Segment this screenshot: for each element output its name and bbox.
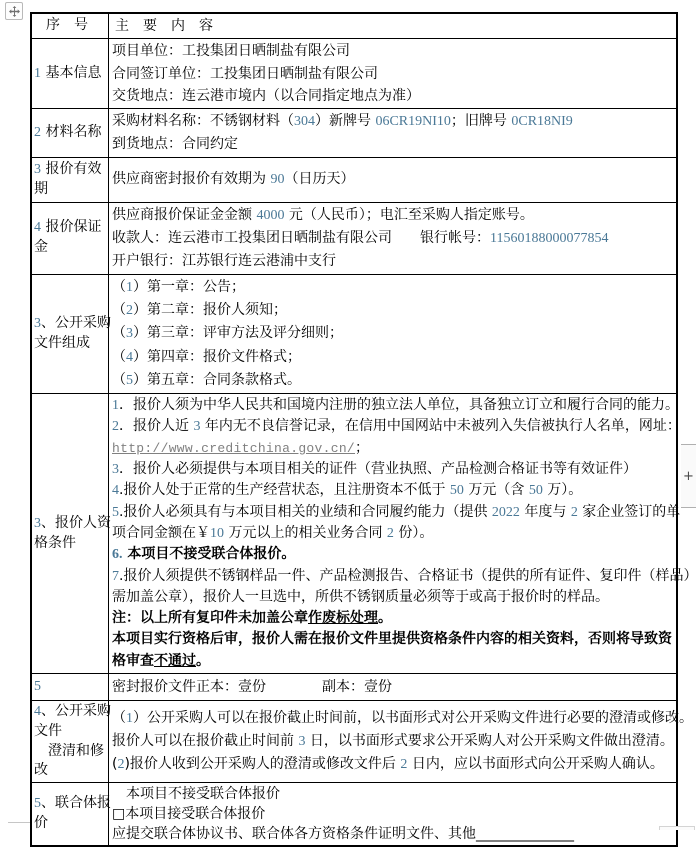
text-segment: )报价人收到公开采购人的澄清或修改文件后 xyxy=(124,756,401,773)
row-6-content-cell xyxy=(109,394,699,673)
text-segment: 5 xyxy=(112,504,119,520)
text-segment: 本项目不接受联合体报价。 xyxy=(122,546,296,563)
text-segment: ．报价人近 xyxy=(119,418,194,435)
text-line xyxy=(112,502,697,523)
text-segment: .报价人必须具有与本项目相关的业绩和合同履约能力（提供 xyxy=(119,503,492,520)
text-segment: （ xyxy=(112,325,126,342)
text-segment: 需加盖公章），报价人一旦选中，所供不锈钢质量必须等于或高于报价时的样品。 xyxy=(112,588,609,605)
text-segment: 、联合体报 xyxy=(41,795,111,812)
text-line xyxy=(34,16,107,36)
checkbox-icon[interactable]: □ xyxy=(112,806,126,823)
text-segment: 、公开采购 xyxy=(41,703,111,720)
text-line xyxy=(112,730,693,753)
text-line xyxy=(112,250,674,272)
text-segment: 万元（含 xyxy=(463,482,529,499)
text-segment: 4000 xyxy=(256,207,285,223)
text-line xyxy=(112,416,697,437)
text-segment: 2 xyxy=(386,525,394,541)
table-header-row xyxy=(32,14,676,38)
text-segment: 。 xyxy=(196,652,210,669)
text-segment: ；旧牌号 xyxy=(450,113,512,130)
text-segment: 6. xyxy=(112,547,123,563)
table-row-1 xyxy=(32,38,676,108)
text-segment: 价 xyxy=(34,815,48,832)
table-row-3 xyxy=(32,157,676,202)
text-segment: 本项目不接受联合体报价 xyxy=(112,786,280,803)
text-line xyxy=(112,40,674,62)
text-segment: 5 xyxy=(126,372,133,388)
expand-plus-button[interactable] xyxy=(681,444,696,508)
text-segment: 文件组成 xyxy=(34,334,90,351)
row-3-label-cell xyxy=(32,158,109,202)
text-line xyxy=(34,218,107,238)
text-segment: 主 要 内 容 xyxy=(115,18,213,34)
text-segment: 本项目接受联合体报价 xyxy=(125,806,266,823)
text-segment: 报价保证 xyxy=(41,219,102,236)
row-5-label-cell xyxy=(32,275,109,393)
text-segment: ）第四章：报价文件格式； xyxy=(133,348,301,365)
text-segment: 。 xyxy=(378,610,392,627)
row-7-content-cell xyxy=(109,674,676,700)
text-segment: 改 xyxy=(34,762,48,779)
text-line xyxy=(112,544,697,565)
text-segment: 交货地点：连云港市境内（以合同指定地点为准） xyxy=(112,87,420,104)
row-1-content-cell xyxy=(109,39,676,108)
text-segment: 应提交联合体协议书、联合体各方资格条件证明文件、其他______________ xyxy=(112,826,574,843)
text-segment: 期 xyxy=(34,180,48,197)
text-segment: 本项目实行资格后审，报价人需在报价文件里提供资格条件内容的相关资料，否则将导致资 xyxy=(112,631,672,648)
text-segment: 日内，应以书面形式向公开采购人确认。 xyxy=(407,756,664,773)
text-segment: 格审查 xyxy=(112,652,154,669)
text-segment: 1 xyxy=(34,65,41,81)
table-row-4 xyxy=(32,202,676,274)
text-line xyxy=(112,369,674,392)
row-2-label-cell xyxy=(32,109,109,157)
text-segment: 、报价人资 xyxy=(41,514,111,531)
text-segment: 3 xyxy=(34,316,41,332)
text-segment: ）第一章：公告； xyxy=(133,278,245,295)
text-line xyxy=(34,534,107,554)
text-line xyxy=(34,702,111,722)
text-line xyxy=(34,123,107,143)
text-segment: 1 xyxy=(126,279,133,295)
text-segment: 7 xyxy=(112,568,119,584)
text-segment: 50 xyxy=(449,483,464,499)
text-segment: 密封报价文件正本：壹份 副本：壹份 xyxy=(112,678,392,695)
text-line xyxy=(112,587,697,608)
text-segment: .报价人须提供不锈钢样品一件、产品检测报告、合格证书（提供的所有证件、复印件（样品） xyxy=(119,567,698,584)
text-segment: 2022 xyxy=(491,504,520,520)
text-segment: 06CR19NI10 xyxy=(375,114,451,130)
text-segment: 50 xyxy=(528,483,543,499)
table-row-7 xyxy=(32,673,676,700)
row-6-label-cell xyxy=(32,394,109,673)
text-segment: 收款人：连云港市工投集团日晒制盐有限公司 银行帐号： xyxy=(112,230,490,247)
text-line xyxy=(112,168,674,191)
text-line xyxy=(112,676,674,698)
text-segment: 3 xyxy=(298,733,306,749)
text-line xyxy=(112,322,674,345)
plus-icon: + xyxy=(683,468,694,484)
text-line xyxy=(112,784,674,804)
text-line xyxy=(112,753,693,776)
text-segment: 2 xyxy=(34,125,41,141)
text-segment: ）新牌号 xyxy=(315,113,376,130)
text-segment: 5 xyxy=(34,679,41,695)
text-segment: 4 xyxy=(34,704,41,720)
row-1-label-cell xyxy=(32,39,109,108)
text-line xyxy=(112,651,697,672)
text-segment: ）第二章：报价人须知； xyxy=(133,301,287,318)
text-line xyxy=(112,480,697,501)
text-segment: 合同签订单位：工投集团日晒制盐有限公司 xyxy=(112,65,378,82)
text-segment: 90 xyxy=(270,172,285,188)
text-line xyxy=(34,160,107,180)
text-line xyxy=(112,276,674,299)
text-segment: ）第五章：合同条款格式。 xyxy=(133,371,301,388)
text-segment: 3 xyxy=(112,462,119,478)
text-line xyxy=(112,227,674,250)
text-segment: （日历天） xyxy=(284,171,355,188)
text-line xyxy=(34,677,107,697)
table-row-9 xyxy=(32,782,676,845)
text-segment: 材料名称 xyxy=(41,124,102,141)
text-segment: （ xyxy=(112,371,126,388)
text-segment: 2 xyxy=(400,757,408,773)
text-segment: （ xyxy=(112,301,126,318)
text-segment: 作废标处理 xyxy=(308,610,378,627)
text-segment: 基本信息 xyxy=(41,64,102,81)
text-line xyxy=(34,180,107,200)
text-segment: 澄清和修 xyxy=(34,742,104,759)
text-line xyxy=(34,238,107,258)
text-segment: ．报价人须为中华人民共和国境内注册的独立法人单位，具备独立订立和履行合同的能力。 xyxy=(119,397,679,414)
text-segment: 元（人民币）；电汇至采购人指定账号。 xyxy=(284,206,534,223)
text-line xyxy=(112,204,674,227)
text-line xyxy=(34,761,107,781)
text-line xyxy=(34,314,111,334)
text-segment: 采购材料名称：不锈钢材料（ xyxy=(112,113,294,130)
row-8-content-cell xyxy=(109,701,695,782)
main-table xyxy=(30,12,698,847)
text-segment: 1 xyxy=(126,710,133,726)
text-line xyxy=(112,438,697,459)
text-segment: 3 xyxy=(34,161,41,177)
text-segment: 万元以上的相关业务合同 xyxy=(224,524,387,541)
text-segment: ( xyxy=(112,756,118,773)
text-segment: 2 xyxy=(117,757,125,773)
row-7-label-cell xyxy=(32,674,109,700)
row-5-content-cell xyxy=(109,275,676,393)
text-line xyxy=(112,707,693,730)
text-line xyxy=(112,133,674,155)
text-segment: 格条件 xyxy=(34,534,76,551)
row-4-label-cell xyxy=(32,203,109,274)
text-segment: 3 xyxy=(193,419,201,435)
text-segment: 开户银行：江苏银行连云港浦中支行 xyxy=(112,253,336,270)
text-line xyxy=(112,85,674,107)
text-segment: 文件 xyxy=(34,722,62,739)
text-line xyxy=(112,15,674,37)
table-row-8 xyxy=(32,700,693,782)
text-line xyxy=(112,395,697,416)
row-2-content-cell xyxy=(109,109,676,157)
text-segment: 年度与 xyxy=(519,503,571,520)
text-segment: 3 xyxy=(34,515,41,531)
text-segment: 项合同金额在￥ xyxy=(112,524,210,541)
text-segment: 4 xyxy=(126,349,133,365)
text-line xyxy=(112,566,697,587)
row-4-content-cell xyxy=(109,203,676,274)
text-segment: 10 xyxy=(210,525,224,541)
text-segment: 供应商密封报价有效期为 xyxy=(112,171,271,188)
text-line xyxy=(112,110,674,133)
table-row-2 xyxy=(32,108,676,157)
text-line xyxy=(112,804,674,824)
text-segment: 11560188000077854 xyxy=(490,231,609,247)
text-line xyxy=(112,63,674,85)
text-segment: 报价有效 xyxy=(41,160,102,177)
text-line xyxy=(34,794,111,814)
text-segment: 日，以书面形式要求公开采购人对公开采购文件做出澄清。 xyxy=(305,732,674,749)
text-segment: 金 xyxy=(34,239,48,256)
header-col-content xyxy=(109,14,676,38)
row-3-content-cell xyxy=(109,158,676,202)
text-line xyxy=(112,629,697,650)
text-segment: ）第三章：评审方法及评分细则； xyxy=(133,325,343,342)
text-segment: 注：以上所有复印件未加盖公章 xyxy=(112,610,308,627)
text-segment: （ xyxy=(112,709,126,726)
text-segment: 年内无不良信誉记录，在信用中国网站中未被列入失信被执行人名单，网址： xyxy=(200,418,681,435)
move-arrows-icon xyxy=(9,6,20,17)
text-segment: 不通过 xyxy=(154,652,196,669)
text-segment: （ xyxy=(112,278,126,295)
text-segment: 4 xyxy=(34,220,41,236)
url-link[interactable]: http://www.creditchina.gov.cn/ xyxy=(112,440,356,456)
text-segment: 家企业签订的单 xyxy=(577,503,681,520)
text-segment: 、公开采购 xyxy=(41,315,111,332)
table-row-5 xyxy=(32,274,676,393)
row-8-label-cell xyxy=(32,701,109,782)
text-segment: 1 xyxy=(112,398,119,414)
page-margin-mark-right xyxy=(659,826,695,830)
text-segment: ）公开采购人可以在报价截止时间前，以书面形式对公开采购文件进行必要的澄清或修改。 xyxy=(133,709,693,726)
table-row-6 xyxy=(32,393,698,673)
text-segment: ．报价人必须提供与本项目相关的证件（营业执照、产品检测合格证书等有效证件） xyxy=(119,461,637,478)
text-segment: 份）。 xyxy=(393,524,434,541)
text-segment: 序 号 xyxy=(46,17,88,34)
text-segment: 2 xyxy=(112,419,119,435)
row-9-label-cell xyxy=(32,783,109,845)
text-segment: 2 xyxy=(126,302,133,318)
text-segment: 报价人可以在报价截止时间前 xyxy=(112,732,299,749)
text-segment: .报价人处于正常的生产经营状态，且注册资本不低于 xyxy=(119,482,450,499)
text-segment: 项目单位：工投集团日晒制盐有限公司 xyxy=(112,43,350,60)
text-segment: 3 xyxy=(126,326,133,342)
header-col-no xyxy=(32,14,109,38)
text-line xyxy=(112,299,674,322)
text-line xyxy=(112,523,697,544)
table-move-handle[interactable] xyxy=(5,2,23,20)
text-segment: 2 xyxy=(570,504,578,520)
text-segment: 4 xyxy=(112,483,119,499)
text-segment: ； xyxy=(355,439,370,456)
text-line xyxy=(34,514,111,534)
row-9-content-cell xyxy=(109,783,676,845)
text-line xyxy=(34,334,107,354)
text-line xyxy=(34,742,107,762)
text-line xyxy=(112,459,697,480)
text-segment: （ xyxy=(112,348,126,365)
text-segment: 0CR18NI9 xyxy=(511,114,573,130)
text-segment: 供应商报价保证金金额 xyxy=(112,206,257,223)
text-line xyxy=(34,64,107,84)
text-line xyxy=(112,608,697,629)
text-segment: 304 xyxy=(294,114,315,130)
text-line xyxy=(112,346,674,369)
text-segment: 到货地点：合同约定 xyxy=(112,136,238,153)
text-line xyxy=(34,722,107,742)
text-line xyxy=(112,824,674,844)
text-line xyxy=(34,814,107,834)
text-segment: 万）。 xyxy=(542,482,583,499)
page-margin-mark-left xyxy=(8,822,30,823)
text-segment: 5 xyxy=(34,796,41,812)
